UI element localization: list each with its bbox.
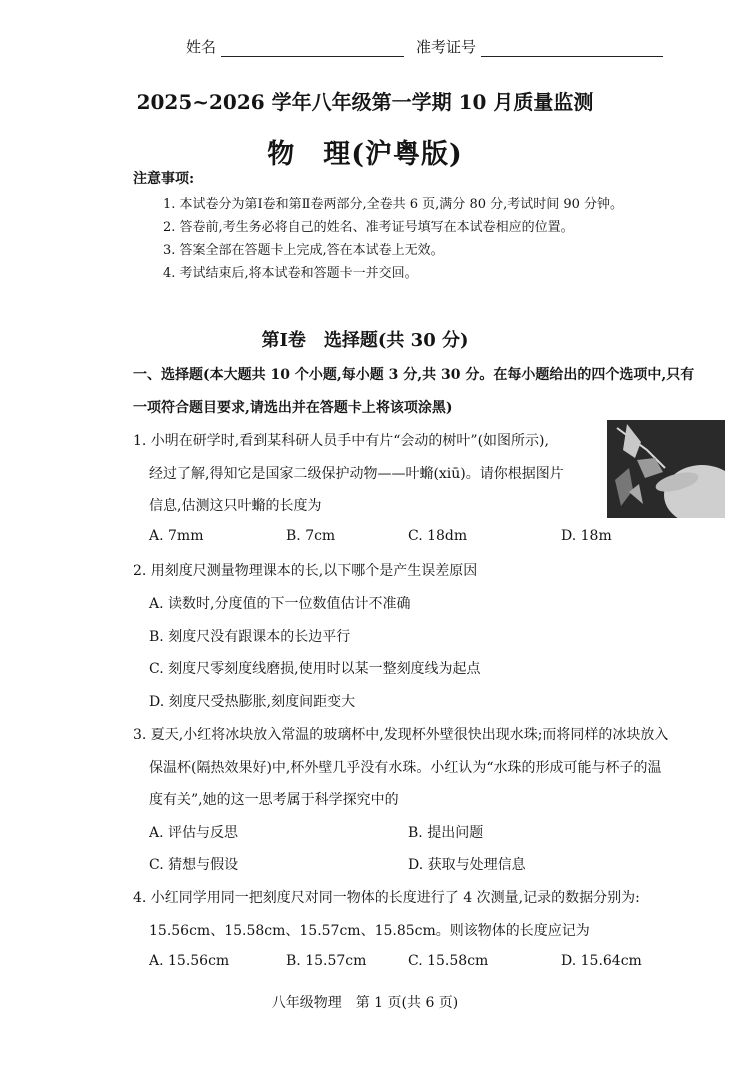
leaf-insect-photo: [607, 420, 725, 518]
q3-stem: 3. 夏天,小红将冰块放入常温的玻璃杯中,发现杯外壁很快出现水珠;而将同样的冰块放入: [133, 727, 669, 743]
q4-stem: 15.56cm、15.58cm、15.57cm、15.85cm。则该物体的长度应记为: [149, 923, 590, 939]
q3-stem: 度有关”,她的这一思考属于科学探究中的: [149, 792, 399, 808]
name-blank: [221, 36, 404, 57]
exam-title: 2025~2026 学年八年级第一学期 10 月质量监测: [136, 90, 594, 114]
q1-option-d: D. 18m: [561, 528, 612, 544]
q3-option-a: A. 评估与反思: [149, 825, 239, 841]
section-title: 第Ⅰ卷 选择题(共 30 分): [261, 330, 469, 351]
leaf-insect-illustration: [607, 420, 725, 518]
q1-option-b: B. 7cm: [286, 528, 336, 544]
q3-option-d: D. 获取与处理信息: [408, 857, 526, 873]
notice-item: 4. 考试结束后,将本试卷和答题卡一并交回。: [163, 266, 418, 281]
q3-stem: 保温杯(隔热效果好)中,杯外壁几乎没有水珠。小红认为“水珠的形成可能与杯子的温: [149, 760, 662, 776]
q2-stem: 2. 用刻度尺测量物理课本的长,以下哪个是产生误差原因: [133, 563, 478, 579]
q1-stem: 1. 小明在研学时,看到某科研人员手中有片“会动的树叶”(如图所示),: [133, 433, 549, 449]
notice-heading: 注意事项:: [133, 171, 195, 187]
name-label: 姓名: [186, 38, 217, 56]
q4-stem: 4. 小红同学用同一把刻度尺对同一物体的长度进行了 4 次测量,记录的数据分别为:: [133, 890, 640, 906]
q3-option-c: C. 猜想与假设: [149, 857, 239, 873]
q2-option-a: A. 读数时,分度值的下一位数值估计不准确: [149, 596, 411, 612]
subject-title: 物 理(沪粤版): [267, 139, 463, 170]
q4-option-b: B. 15.57cm: [286, 953, 367, 969]
q4-option-a: A. 15.56cm: [149, 953, 230, 969]
q1-stem: 信息,估测这只叶䗛的长度为: [149, 498, 322, 514]
q2-option-b: B. 刻度尺没有跟课本的长边平行: [149, 629, 351, 645]
notice-item: 2. 答卷前,考生务必将自己的姓名、准考证号填写在本试卷相应的位置。: [163, 220, 574, 235]
section-instruction: 一项符合题目要求,请选出并在答题卡上将该项涂黑): [133, 400, 453, 416]
page-footer: 八年级物理 第 1 页(共 6 页): [271, 995, 459, 1011]
notice-item: 3. 答案全部在答题卡上完成,答在本试卷上无效。: [163, 243, 444, 258]
exam-id-label: 准考证号: [416, 38, 477, 56]
q1-option-c: C. 18dm: [408, 528, 468, 544]
q2-option-d: D. 刻度尺受热膨胀,刻度间距变大: [149, 694, 356, 710]
q1-stem: 经过了解,得知它是国家二级保护动物——叶䗛(xiū)。请你根据图片: [149, 466, 564, 482]
q2-option-c: C. 刻度尺零刻度线磨损,使用时以某一整刻度线为起点: [149, 661, 481, 677]
q3-option-b: B. 提出问题: [408, 825, 484, 841]
q1-option-a: A. 7mm: [149, 528, 204, 544]
exam-id-field: [416, 36, 663, 57]
section-instruction: 一、选择题(本大题共 10 个小题,每小题 3 分,共 30 分。在每小题给出的四个选项中,只有: [133, 367, 695, 383]
q4-option-c: C. 15.58cm: [408, 953, 489, 969]
q4-option-d: D. 15.64cm: [561, 953, 642, 969]
name-field: [186, 36, 404, 57]
exam-id-blank: [481, 36, 663, 57]
notice-item: 1. 本试卷分为第Ⅰ卷和第Ⅱ卷两部分,全卷共 6 页,满分 80 分,考试时间 90 分钟。: [163, 197, 624, 212]
